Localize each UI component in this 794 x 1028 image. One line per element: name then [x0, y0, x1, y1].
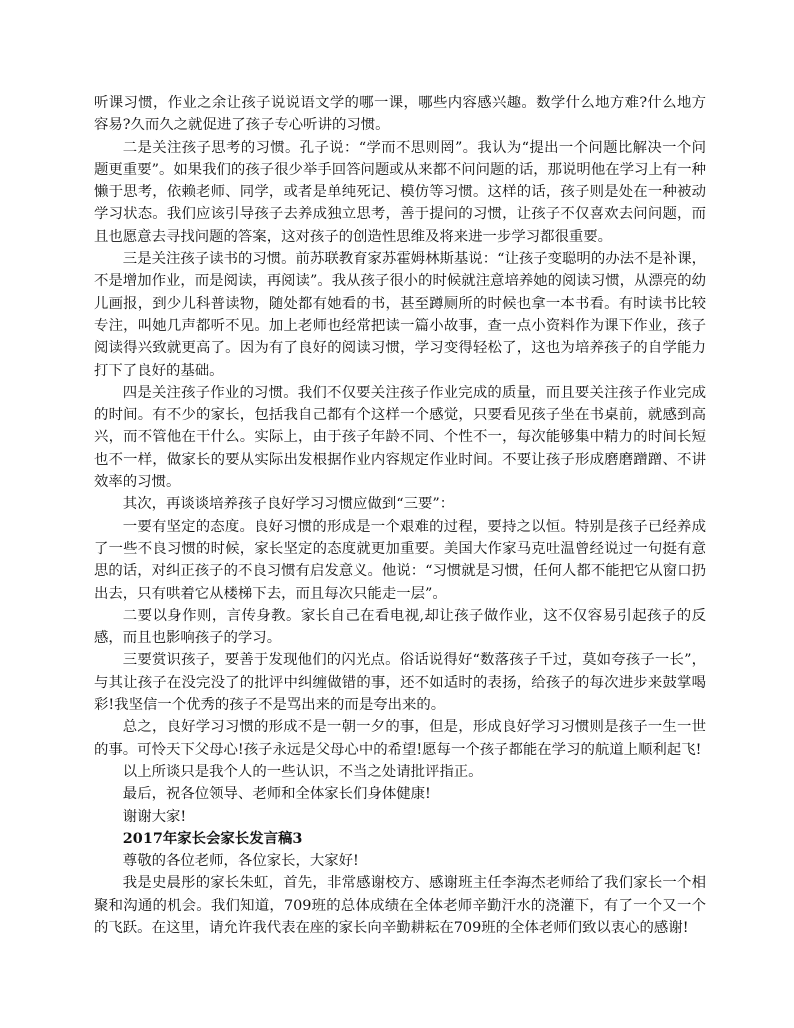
paragraph-conclusion: 总之，良好学习习惯的形成不是一朝一夕的事，但是，形成良好学习习惯则是孩子一生一世的事。可怜天下父母心!孩子永远是父母心中的希望!愿每一个孩子都能在学习的航道上顺利起飞!	[94, 719, 706, 758]
paragraph-listening-habit-end: 听课习惯，作业之余让孩子说说语文学的哪一课，哪些内容感兴趣。数学什么地方难?什么地方容易?久而久之就促进了孩子专心听讲的习惯。	[94, 95, 706, 134]
paragraph-appreciate-child: 三要赏识孩子，要善于发现他们的闪光点。俗话说得好“数落孩子千过，莫如夸孩子一长”，与其让孩子在没完没了的批评中纠缠做错的事，还不如适时的表扬，给孩子的每次进步来鼓掌喝彩!我坚信一个优秀的孩子不是骂出来的而是夸出来的。	[94, 652, 706, 714]
paragraph-firm-attitude: 一要有坚定的态度。良好习惯的形成是一个艰难的过程，要持之以恒。特别是孩子已经养成了一些不良习惯的时候，家长坚定的态度就更加重要。美国大作家马克吐温曾经说过一句挺有意思的话，对纠正孩子的不良习惯有启发意义。他说：“习惯就是习惯，任何人都不能把它从窗口扔出去，只有哄着它从楼梯下去，而且每次只能走一层”。	[94, 518, 706, 602]
paragraph-wishes: 最后，祝各位领导、老师和全体家长们身体健康!	[122, 786, 431, 803]
paragraph-thinking-habit: 二是关注孩子思考的习惯。孔子说：“学而不思则罔”。我认为“提出一个问题比解决一个问题更重要”。如果我们的孩子很少举手回答问题或从来都不问问题的话，那说明他在学习上有一种懒于思考，依赖老师、同学，或者是单纯死记、模仿等习惯。这样的话，孩子则是处在一种被动学习状态。我们应该引导孩子去养成独立思考，善于提问的习惯，让孩子不仅喜欢去问问题，而且也愿意去寻找问题的答案，这对孩子的创造性思维及将来进一步学习都很重要。	[94, 139, 706, 245]
paragraph-lead-by-example: 二要以身作则，言传身教。家长自己在看电视,却让孩子做作业，这不仅容易引起孩子的反感，而且也影响孩子的学习。	[94, 607, 706, 647]
section-heading: 2017年家长会家长发言稿3	[122, 829, 303, 847]
paragraph-introduction: 我是史晨彤的家长朱虹，首先，非常感谢校方、感谢班主任李海杰老师给了我们家长一个相聚和沟通的机会。我们知道，709班的总体成绩在全体老师辛勤汗水的浇灌下，有了一个又一个的飞跃。在这里，请允许我代表在座的家长向辛勤耕耘在709班的全体老师们致以衷心的感谢!	[94, 875, 706, 936]
paragraph-closing-remark: 以上所谈只是我个人的一些认识，不当之处请批评指正。	[122, 763, 483, 780]
paragraph-thanks: 谢谢大家!	[122, 808, 187, 825]
document-body	[94, 92, 706, 939]
paragraph-greeting: 尊敬的各位老师，各位家长，大家好!	[122, 853, 359, 870]
paragraph-three-musts-intro: 其次，再谈谈培养孩子良好学习习惯应做到“三要”：	[122, 496, 455, 513]
paragraph-reading-habit: 三是关注孩子读书的习惯。前苏联教育家苏霍姆林斯基说：“让孩子变聪明的办法不是补课，不是增加作业，而是阅读，再阅读”。我从孩子很小的时候就注意培养她的阅读习惯，从漂亮的幼儿画报，到少儿科普读物，随处都有她看的书，甚至蹲厕所的时候也拿一本书看。有时读书比较专注，叫她几声都听不见。加上老师也经常把读一篇小故事，查一点小资料作为课下作业，孩子阅读得兴致就更高了。因为有了良好的阅读习惯，学习变得轻松了，这也为培养孩子的自学能力打下了良好的基础。	[94, 251, 706, 379]
paragraph-homework-habit: 四是关注孩子作业的习惯。我们不仅要关注孩子作业完成的质量，而且要关注孩子作业完成的时间。有不少的家长，包括我自己都有个这样一个感觉，只要看见孩子坐在书桌前，就感到高兴，而不管他在干什么。实际上，由于孩子年龄不同、个性不一，每次能够集中精力的时间长短也不一样，做家长的要从实际出发根据作业内容规定作业时间。不要让孩子形成磨磨蹭蹭、不讲效率的习惯。	[94, 384, 706, 491]
